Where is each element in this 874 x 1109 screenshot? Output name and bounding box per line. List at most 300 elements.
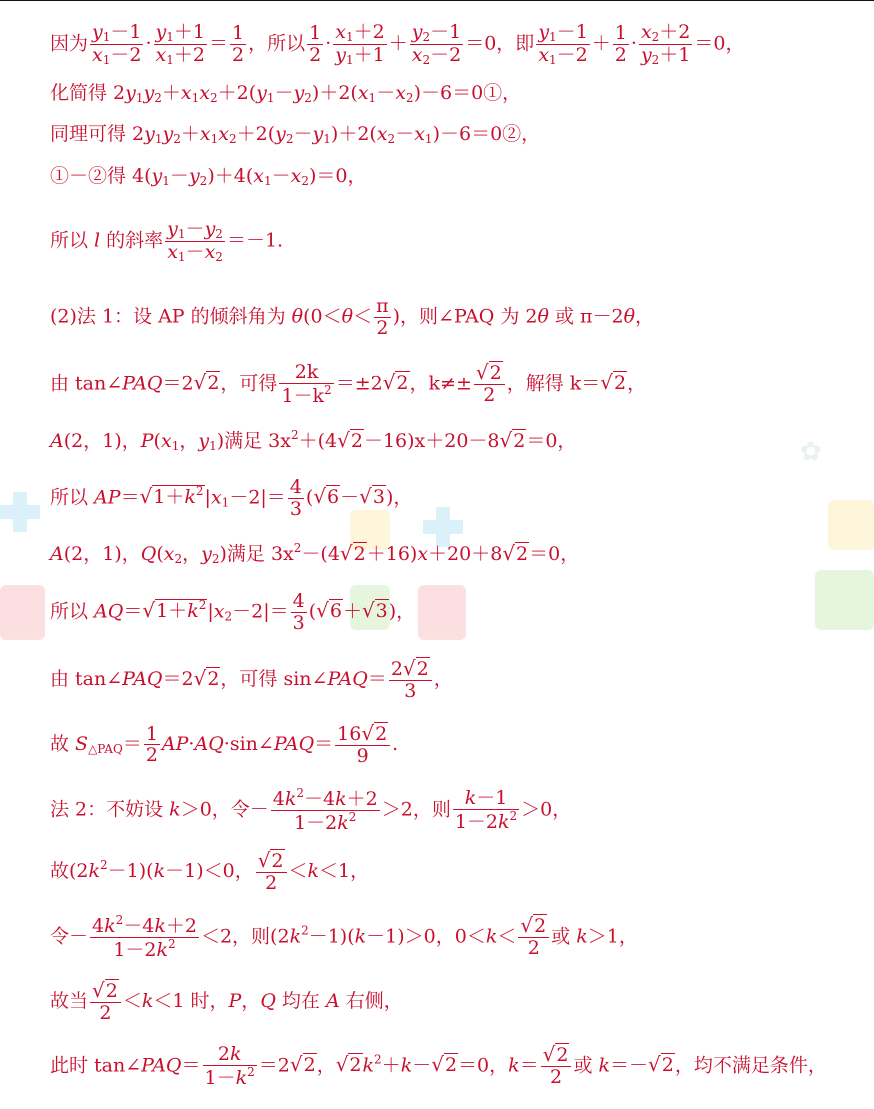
math-variable: y	[201, 543, 212, 565]
text-run: 2	[232, 44, 245, 67]
square-root: $√1+k^2$	[142, 598, 207, 623]
line-15	[50, 850, 369, 894]
text-run: ＜2，则(2	[200, 925, 290, 948]
subscript: 2	[154, 91, 162, 105]
math-variable: x	[204, 241, 216, 264]
math-variable: x	[199, 123, 211, 145]
text-run: －	[395, 123, 415, 145]
text-run: ＝	[120, 486, 140, 509]
fraction-denominator	[518, 938, 549, 959]
fraction	[165, 219, 225, 264]
text-run: 4	[92, 915, 105, 937]
text-run: 2	[217, 1043, 230, 1065]
math-variable: x	[335, 21, 346, 43]
math-variable: x	[210, 486, 222, 509]
text-run: ＜1 时，	[153, 989, 229, 1012]
text-run: 同理可得 2	[50, 123, 145, 145]
line-2	[50, 81, 521, 110]
text-run: |	[204, 486, 211, 509]
fraction	[613, 23, 629, 66]
text-run: (	[153, 430, 161, 452]
fraction-numerator	[335, 723, 390, 746]
text-run: 1－2	[294, 811, 338, 834]
subscript: 2	[224, 609, 233, 624]
superscript: 2	[293, 541, 302, 555]
line-9	[50, 477, 412, 520]
subscript: 2	[211, 552, 220, 566]
text-run: 2	[390, 658, 403, 680]
subscript: 2	[422, 53, 431, 68]
text-run: 16	[337, 723, 362, 745]
text-run: 所以	[50, 600, 95, 623]
text-run: 或	[551, 925, 577, 948]
fraction-numerator	[288, 477, 304, 499]
math-variable: x	[395, 82, 406, 104]
text-run: π	[376, 295, 389, 317]
text-run: ＜	[497, 925, 517, 948]
math-variable: k	[104, 915, 116, 937]
math-variable: k	[153, 859, 166, 882]
fraction-numerator	[144, 724, 160, 746]
fraction-denominator	[203, 1066, 257, 1089]
fraction-denominator	[90, 938, 199, 961]
text-run: －1)＜0，	[165, 859, 254, 882]
text-run: －	[412, 1054, 432, 1077]
subscript: 1	[102, 30, 111, 44]
math-variable: Q	[140, 543, 157, 565]
text-run: ＝2	[162, 372, 194, 395]
text-run: 4	[292, 590, 305, 612]
fraction-numerator	[453, 788, 519, 810]
subscript: 1	[102, 53, 111, 68]
math-variable: x	[376, 123, 388, 145]
math-variable: k	[229, 1043, 242, 1065]
text-run: 2k	[294, 361, 319, 383]
text-run: ＝0，	[526, 430, 577, 452]
square-root: √2	[382, 370, 409, 395]
text-run: 1	[309, 22, 322, 45]
subscript: 1	[549, 30, 557, 44]
text-run: ＝±2	[335, 372, 383, 395]
math-variable: y	[167, 218, 178, 240]
text-run: 化简得 2	[50, 82, 126, 104]
fraction	[230, 23, 246, 66]
text-run: ＜	[288, 859, 308, 882]
math-variable: y	[293, 82, 305, 104]
fraction	[279, 362, 333, 407]
text-run: －	[185, 241, 205, 264]
text-run: 2	[99, 1001, 112, 1024]
text-run: ＝0，	[458, 1054, 509, 1077]
text-run: )，则∠PAQ 为 2	[392, 305, 538, 328]
fraction	[536, 22, 589, 67]
math-variable: k	[400, 1054, 413, 1077]
text-run: )＋2(	[330, 123, 377, 145]
subscript: 2	[651, 30, 660, 44]
text-run: 所以	[50, 229, 95, 252]
text-run: ＞2，则	[381, 798, 451, 821]
text-run: －1	[556, 21, 588, 43]
text-run: ，	[241, 989, 261, 1012]
math-variable: AP	[161, 732, 189, 755]
text-run: ，	[182, 543, 202, 565]
math-variable: A	[50, 543, 64, 565]
text-run: ＋2(	[236, 123, 276, 145]
text-run: ＋	[180, 123, 200, 145]
text-run: .	[392, 732, 399, 755]
fraction	[333, 22, 386, 67]
fraction	[256, 850, 287, 894]
text-run: (0＜	[303, 305, 342, 328]
square-root: √2	[337, 428, 363, 452]
text-run: －1	[430, 21, 462, 43]
square-root: √3	[359, 484, 385, 509]
line-5	[50, 219, 283, 264]
math-variable: k	[284, 788, 297, 810]
square-root: √2	[257, 848, 284, 872]
text-run: (2)法 1：设 AP 的倾斜角为	[50, 305, 292, 328]
text-run: －	[271, 165, 291, 187]
subscript: 2	[405, 91, 414, 105]
text-run: －1)(	[107, 859, 154, 882]
square-root: √2	[542, 1042, 569, 1067]
subscript: 1	[191, 91, 200, 105]
math-variable: θ	[623, 305, 636, 328]
fraction-numerator	[90, 914, 199, 938]
math-variable: l	[94, 229, 101, 252]
text-run: 1	[614, 22, 627, 45]
subscript: 1	[154, 132, 163, 146]
text-run: ·	[188, 732, 195, 755]
math-variable: PAQ	[273, 732, 315, 755]
text-run: ＋2	[659, 21, 691, 43]
text-run: ＋	[161, 82, 181, 104]
math-variable: A	[325, 989, 340, 1012]
math-variable: AP	[94, 486, 121, 509]
text-run: (2，1)，	[63, 430, 141, 452]
text-run: ＋2	[346, 788, 378, 810]
square-root: √3	[361, 598, 388, 623]
text-run: －1)＞0，0＜	[366, 925, 486, 948]
math-variable: k	[337, 811, 349, 834]
square-root: √2	[289, 1052, 316, 1077]
fraction	[291, 591, 307, 634]
math-variable: k	[576, 925, 588, 948]
text-run: －2	[430, 44, 462, 67]
math-variable: x	[538, 44, 550, 67]
math-variable: k	[508, 1054, 520, 1077]
line-3	[50, 122, 540, 151]
text-run: )满足 3x	[216, 430, 291, 452]
text-run: |	[207, 600, 214, 623]
text-run: ＝	[519, 1054, 539, 1077]
text-run: ，	[316, 1054, 336, 1077]
subscript: 2	[215, 227, 223, 241]
subscript: 2	[301, 174, 309, 188]
text-run: －2|＝	[232, 600, 289, 623]
subscript: 1	[162, 174, 170, 188]
fraction-numerator	[639, 22, 692, 45]
text-run: ＝0，	[529, 543, 580, 565]
text-run: －2|＝	[229, 486, 286, 509]
text-run: ＞0，	[521, 798, 572, 821]
math-variable: k	[598, 1054, 611, 1077]
subscript: 2	[174, 552, 183, 566]
text-run: 由 tan∠	[50, 667, 123, 690]
subscript: 1	[135, 91, 144, 105]
text-run: (2，1)，	[63, 543, 141, 565]
fraction-numerator	[230, 23, 246, 45]
fraction-denominator	[639, 45, 692, 67]
superscript: 2	[115, 913, 124, 927]
superscript: 2	[100, 857, 108, 872]
subscript: 1	[221, 495, 230, 510]
fraction-numerator	[291, 591, 307, 613]
square-root: √6	[316, 598, 342, 623]
math-variable: AQ	[94, 600, 124, 623]
text-run: 2	[483, 384, 496, 407]
math-variable: P	[140, 430, 154, 452]
math-variable: S	[75, 732, 89, 755]
fraction	[90, 914, 199, 961]
text-run: ＋	[381, 1054, 401, 1077]
subscript: 1	[210, 132, 219, 146]
math-variable: Q	[260, 989, 276, 1012]
text-run: ＋1	[173, 21, 205, 43]
subscript: 1	[266, 91, 275, 105]
subscript: △PAQ	[88, 741, 123, 756]
subscript: 2	[209, 91, 218, 105]
text-run: 2	[614, 44, 627, 67]
line-18	[50, 1044, 827, 1089]
subscript: 1	[177, 227, 186, 241]
text-run: )＝0，	[308, 165, 367, 187]
text-run: ＋2	[353, 21, 385, 43]
subscript: 1	[177, 250, 186, 265]
fraction-denominator	[256, 873, 287, 894]
text-run: )，	[385, 486, 413, 509]
math-variable: x	[640, 21, 652, 43]
text-run: ＜	[353, 305, 373, 328]
square-root: √2	[339, 541, 366, 565]
text-run: )－6＝0①，	[413, 82, 522, 104]
math-variable: x	[213, 600, 225, 623]
subscript: 1	[171, 439, 180, 453]
math-variable: x	[290, 165, 302, 187]
text-run: ＋2	[173, 44, 205, 67]
line-13	[50, 723, 398, 767]
math-variable: k	[187, 600, 199, 623]
fraction-numerator	[90, 22, 143, 45]
text-run: ＝	[181, 1054, 201, 1077]
text-run: ＋	[591, 32, 611, 55]
text-run: 9	[356, 744, 369, 767]
math-variable: θ	[341, 305, 354, 328]
text-run: －1)(	[308, 925, 355, 948]
fraction	[90, 980, 121, 1024]
superscript: 2	[195, 484, 204, 499]
math-variable: θ	[537, 305, 549, 328]
math-variable: x	[357, 82, 369, 104]
text-run: ＝	[314, 732, 334, 755]
math-variable: x	[163, 543, 175, 565]
text-run: －	[274, 82, 294, 104]
subscript: 1	[209, 439, 217, 453]
text-run: ＋20＋8	[428, 543, 503, 565]
math-variable: k	[184, 486, 196, 509]
text-run: －	[293, 123, 313, 145]
fraction	[374, 296, 391, 339]
math-variable: y	[312, 123, 324, 145]
square-root: √2	[335, 1052, 362, 1077]
math-variable: y	[155, 21, 167, 43]
fraction	[453, 788, 519, 833]
text-run: 因为	[50, 32, 89, 55]
text-run: 1－2	[454, 810, 499, 833]
math-variable: k	[169, 798, 181, 821]
text-run: )满足 3x	[219, 543, 294, 565]
fraction-denominator	[90, 1003, 121, 1024]
text-run: －16)x＋20－8	[363, 430, 500, 452]
fraction-numerator	[90, 980, 121, 1003]
subscript: 1	[549, 53, 557, 68]
text-run: －	[340, 486, 360, 509]
text-run: ·	[325, 32, 332, 55]
fraction-numerator	[154, 22, 207, 45]
fraction-denominator	[144, 745, 160, 766]
text-run: ，所以	[248, 32, 306, 55]
svg-text:✿: ✿	[800, 437, 822, 467]
math-variable: y	[538, 21, 550, 43]
math-variable: PAQ	[122, 667, 163, 690]
fraction-denominator	[307, 45, 323, 66]
fraction	[389, 658, 432, 702]
superscript: 2	[168, 936, 176, 951]
subscript: 2	[304, 91, 312, 105]
text-run: ＝2	[162, 667, 194, 690]
text-run: ，解得 k＝	[506, 372, 601, 395]
math-variable: y	[188, 165, 200, 187]
fraction-numerator	[256, 850, 287, 873]
text-run: 所以	[50, 486, 95, 509]
fraction-numerator	[307, 23, 323, 45]
math-variable: y	[275, 123, 286, 145]
text-run: (	[308, 600, 317, 623]
text-run: )＋4(	[207, 165, 254, 187]
math-variable: x	[160, 430, 172, 452]
fraction-denominator	[389, 681, 432, 702]
text-run: 2	[145, 744, 158, 767]
subscript: 2	[651, 53, 660, 68]
text-run: ·	[630, 32, 637, 55]
fraction-denominator	[333, 45, 386, 67]
math-variable: x	[253, 165, 264, 187]
square-root: $√1+k^2$	[139, 484, 204, 509]
math-variable: y	[640, 44, 652, 67]
fraction-denominator	[279, 384, 333, 407]
fraction-denominator	[90, 45, 143, 67]
math-variable: AQ	[194, 732, 224, 755]
text-run: ·sin∠	[223, 732, 274, 755]
text-run: －2	[110, 44, 142, 67]
superscript: 2	[348, 809, 357, 824]
fraction-numerator	[203, 1044, 257, 1066]
fraction	[154, 22, 207, 67]
text-run: ＝－1.	[226, 229, 284, 252]
subscript: 2	[173, 132, 181, 146]
fraction-numerator	[333, 22, 386, 45]
math-variable: y	[144, 123, 155, 145]
text-run: 4	[289, 476, 302, 498]
fraction	[541, 1044, 572, 1088]
text-run: －4	[123, 915, 155, 937]
math-variable: x	[167, 241, 178, 264]
text-run: ＝	[123, 600, 143, 623]
square-root: √2	[648, 1052, 674, 1077]
line-1	[50, 22, 745, 67]
fraction	[410, 22, 463, 67]
superscript: 2	[301, 923, 309, 938]
fraction-numerator	[474, 362, 505, 385]
line-10	[50, 536, 579, 571]
square-root: √2	[193, 665, 220, 690]
fraction	[518, 915, 549, 959]
text-run: －(4	[301, 543, 340, 565]
fraction-numerator	[374, 296, 391, 318]
line-6	[50, 296, 654, 339]
math-variable: k	[335, 788, 347, 810]
fraction-denominator	[536, 45, 589, 67]
text-run: ＋1	[353, 44, 385, 67]
fraction-denominator	[453, 810, 519, 833]
line-12	[50, 658, 453, 702]
text-run: )－6＝0②，	[432, 123, 541, 145]
fraction-denominator	[154, 45, 207, 67]
text-run: ，可得 sin∠	[220, 667, 328, 690]
fraction-numerator	[613, 23, 629, 45]
fraction	[335, 723, 390, 767]
fraction-denominator	[288, 499, 304, 520]
math-variable: k	[88, 859, 101, 882]
fraction-denominator	[474, 385, 505, 406]
subscript: 1	[166, 53, 174, 68]
text-run: －4	[304, 788, 336, 810]
superscript: 2	[247, 1064, 255, 1079]
fraction	[271, 787, 380, 834]
math-variable: x	[155, 44, 167, 67]
fraction-numerator	[271, 787, 380, 811]
text-run: 2	[309, 44, 322, 67]
math-variable: k	[154, 915, 166, 937]
square-root: √2	[431, 1052, 458, 1077]
math-variable: y	[256, 82, 267, 104]
math-variable: x	[417, 543, 429, 565]
superscript: 2	[509, 808, 518, 823]
square-root: √2	[92, 978, 118, 1002]
math-variable: k	[235, 1066, 248, 1089]
text-run: 1＋	[153, 486, 185, 509]
math-variable: x	[199, 82, 210, 104]
text-run: ＝	[122, 732, 142, 755]
math-variable: k	[289, 925, 302, 948]
math-variable: A	[50, 430, 64, 452]
fraction-denominator	[291, 613, 307, 634]
math-variable: y	[204, 218, 216, 240]
text-run: 2	[376, 316, 389, 339]
fraction-denominator	[541, 1067, 572, 1088]
subscript: 1	[323, 132, 331, 146]
math-variable: k	[307, 859, 320, 882]
